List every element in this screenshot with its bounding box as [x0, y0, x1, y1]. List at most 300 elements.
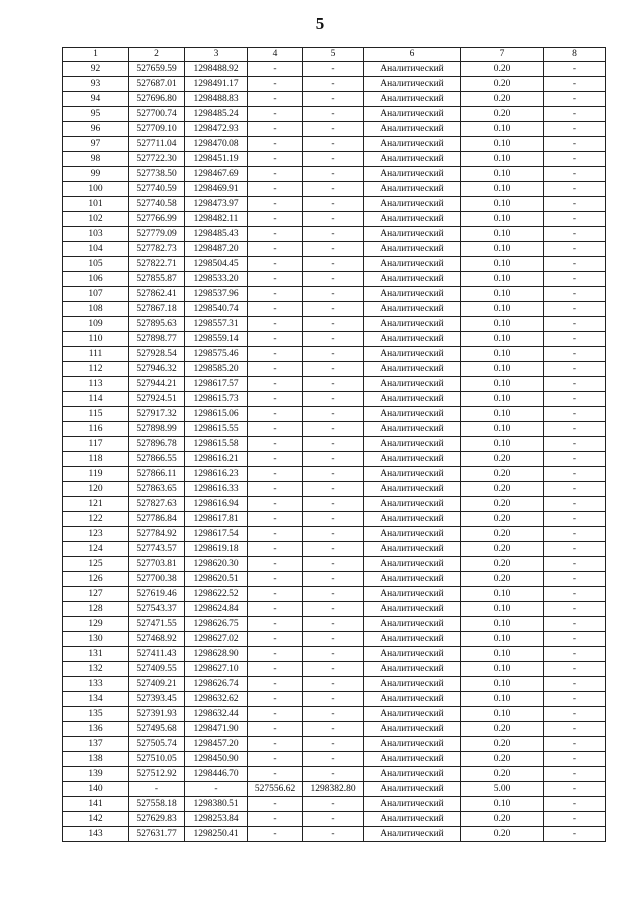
table-cell: Аналитический	[364, 167, 461, 182]
table-cell: 1298487.20	[185, 242, 248, 257]
table-row	[63, 137, 606, 152]
table-cell: 527895.63	[129, 317, 185, 332]
table-cell: 130	[63, 632, 129, 647]
table-cell: -	[248, 122, 303, 137]
table-cell: Аналитический	[364, 212, 461, 227]
table-cell: Аналитический	[364, 587, 461, 602]
table-cell: 527782.73	[129, 242, 185, 257]
table-cell: 1298559.14	[185, 332, 248, 347]
table-cell: 527779.09	[129, 227, 185, 242]
table-cell: -	[544, 827, 606, 842]
table-cell: 118	[63, 452, 129, 467]
table-cell: 1298470.08	[185, 137, 248, 152]
table-row	[63, 722, 606, 737]
table-cell: Аналитический	[364, 482, 461, 497]
table-cell: 1298619.18	[185, 542, 248, 557]
table-cell: 1298540.74	[185, 302, 248, 317]
table-cell: 127	[63, 587, 129, 602]
table-cell: 0.10	[461, 587, 544, 602]
table-cell: 527629.83	[129, 812, 185, 827]
table-cell: 1298627.10	[185, 662, 248, 677]
table-cell: 132	[63, 662, 129, 677]
table-cell: Аналитический	[364, 692, 461, 707]
table-cell: 134	[63, 692, 129, 707]
table-cell: -	[303, 722, 364, 737]
table-cell: Аналитический	[364, 602, 461, 617]
table-cell: 1298488.83	[185, 92, 248, 107]
table-cell: Аналитический	[364, 122, 461, 137]
table-cell: 1298382.80	[303, 782, 364, 797]
table-cell: -	[303, 77, 364, 92]
table-cell: -	[248, 332, 303, 347]
table-row	[63, 737, 606, 752]
coordinates-table	[62, 47, 606, 842]
table-cell: 133	[63, 677, 129, 692]
table-cell: 527471.55	[129, 617, 185, 632]
table-cell: -	[303, 572, 364, 587]
table-cell: -	[544, 302, 606, 317]
table-cell: 1298620.51	[185, 572, 248, 587]
table-cell: -	[303, 122, 364, 137]
table-cell: -	[303, 482, 364, 497]
table-cell: 1298617.57	[185, 377, 248, 392]
table-cell: -	[303, 752, 364, 767]
table-cell: -	[248, 197, 303, 212]
table-cell: Аналитический	[364, 497, 461, 512]
table-cell: -	[248, 752, 303, 767]
table-cell: 0.10	[461, 632, 544, 647]
table-cell: -	[303, 422, 364, 437]
table-cell: -	[544, 377, 606, 392]
table-cell: -	[303, 617, 364, 632]
table-cell: -	[303, 632, 364, 647]
table-cell: Аналитический	[364, 377, 461, 392]
table-cell: 109	[63, 317, 129, 332]
table-cell: 100	[63, 182, 129, 197]
table-cell: Аналитический	[364, 647, 461, 662]
table-row	[63, 107, 606, 122]
table-cell: 527862.41	[129, 287, 185, 302]
table-cell: 527631.77	[129, 827, 185, 842]
table-cell: -	[544, 782, 606, 797]
table-cell: 527510.05	[129, 752, 185, 767]
table-row	[63, 212, 606, 227]
table-cell: 0.10	[461, 227, 544, 242]
table-cell: Аналитический	[364, 107, 461, 122]
table-cell: -	[303, 392, 364, 407]
table-cell: 527700.74	[129, 107, 185, 122]
header-row	[63, 48, 606, 62]
table-cell: -	[544, 122, 606, 137]
table-cell: 527898.99	[129, 422, 185, 437]
table-cell: 0.10	[461, 617, 544, 632]
table-cell: 0.20	[461, 737, 544, 752]
table-cell: 0.10	[461, 362, 544, 377]
table-cell: -	[544, 677, 606, 692]
table-row	[63, 347, 606, 362]
table-cell: 0.20	[461, 557, 544, 572]
table-cell: 1298615.73	[185, 392, 248, 407]
table-cell: 527917.32	[129, 407, 185, 422]
table-cell: 136	[63, 722, 129, 737]
table-cell: 1298615.06	[185, 407, 248, 422]
table-cell: 1298485.43	[185, 227, 248, 242]
table-cell: 102	[63, 212, 129, 227]
table-cell: 113	[63, 377, 129, 392]
table-row	[63, 527, 606, 542]
table-cell: -	[303, 332, 364, 347]
table-cell: -	[248, 92, 303, 107]
table-cell: -	[544, 452, 606, 467]
table-cell: 126	[63, 572, 129, 587]
table-cell: 0.20	[461, 812, 544, 827]
table-cell: 527740.59	[129, 182, 185, 197]
table-cell: 527391.93	[129, 707, 185, 722]
table-body	[63, 62, 606, 842]
table-cell: Аналитический	[364, 722, 461, 737]
table-cell: -	[303, 587, 364, 602]
table-cell: -	[248, 347, 303, 362]
table-cell: -	[248, 152, 303, 167]
table-cell: -	[303, 452, 364, 467]
table-cell: 527743.57	[129, 542, 185, 557]
table-cell: 1298616.94	[185, 497, 248, 512]
table-cell: 101	[63, 197, 129, 212]
table-cell: -	[248, 227, 303, 242]
table-cell: Аналитический	[364, 152, 461, 167]
table-cell: -	[544, 332, 606, 347]
table-cell: -	[303, 467, 364, 482]
table-cell: 527711.04	[129, 137, 185, 152]
table-cell: -	[248, 662, 303, 677]
table-cell: -	[544, 92, 606, 107]
table-cell: -	[544, 137, 606, 152]
table-cell: -	[303, 272, 364, 287]
table-cell: -	[303, 167, 364, 182]
table-row	[63, 542, 606, 557]
table-cell: 0.10	[461, 242, 544, 257]
table-cell: 131	[63, 647, 129, 662]
table-cell: Аналитический	[364, 287, 461, 302]
table-cell: 0.20	[461, 452, 544, 467]
table-cell: -	[303, 407, 364, 422]
table-cell: 527558.18	[129, 797, 185, 812]
table-cell: -	[303, 302, 364, 317]
column-header: 3	[185, 48, 248, 62]
table-cell: 116	[63, 422, 129, 437]
table-row	[63, 827, 606, 842]
table-cell: 0.20	[461, 482, 544, 497]
table-cell: 0.10	[461, 167, 544, 182]
table-row	[63, 767, 606, 782]
table-cell: 137	[63, 737, 129, 752]
table-cell: 0.20	[461, 62, 544, 77]
table-cell: 527512.92	[129, 767, 185, 782]
table-row	[63, 152, 606, 167]
table-cell: 1298491.17	[185, 77, 248, 92]
table-cell: 142	[63, 812, 129, 827]
table-cell: Аналитический	[364, 452, 461, 467]
table-cell: 1298620.30	[185, 557, 248, 572]
table-row	[63, 62, 606, 77]
table-cell: 0.10	[461, 707, 544, 722]
table-row	[63, 452, 606, 467]
table-cell: 527722.30	[129, 152, 185, 167]
table-cell: -	[303, 692, 364, 707]
table-cell: Аналитический	[364, 557, 461, 572]
table-cell: -	[303, 362, 364, 377]
table-cell: 1298473.97	[185, 197, 248, 212]
table-cell: 1298253.84	[185, 812, 248, 827]
table-cell: Аналитический	[364, 347, 461, 362]
table-cell: 5.00	[461, 782, 544, 797]
table-cell: -	[248, 107, 303, 122]
table-cell: -	[544, 767, 606, 782]
table-cell: 1298632.44	[185, 707, 248, 722]
table-cell: -	[248, 737, 303, 752]
table-cell: Аналитический	[364, 92, 461, 107]
table-cell: -	[303, 197, 364, 212]
table-cell: -	[248, 692, 303, 707]
table-cell: -	[248, 482, 303, 497]
table-row	[63, 512, 606, 527]
table-row	[63, 437, 606, 452]
table-cell: 0.20	[461, 722, 544, 737]
table-cell: 1298380.51	[185, 797, 248, 812]
table-cell: Аналитический	[364, 407, 461, 422]
table-cell: 0.10	[461, 182, 544, 197]
table-row	[63, 587, 606, 602]
table-cell: -	[544, 197, 606, 212]
table-cell: 1298504.45	[185, 257, 248, 272]
table-cell: 527784.92	[129, 527, 185, 542]
table-cell: 0.10	[461, 662, 544, 677]
column-header: 6	[364, 48, 461, 62]
table-cell: Аналитический	[364, 572, 461, 587]
table-cell: Аналитический	[364, 137, 461, 152]
table-cell: Аналитический	[364, 77, 461, 92]
table-row	[63, 227, 606, 242]
table-cell: 1298250.41	[185, 827, 248, 842]
table-cell: 527740.58	[129, 197, 185, 212]
table-cell: 527505.74	[129, 737, 185, 752]
table-cell: 1298446.70	[185, 767, 248, 782]
column-header: 2	[129, 48, 185, 62]
table-cell: 527738.50	[129, 167, 185, 182]
table-cell: 527709.10	[129, 122, 185, 137]
table-row	[63, 197, 606, 212]
table-cell: -	[544, 632, 606, 647]
table-cell: 527393.45	[129, 692, 185, 707]
table-cell: -	[248, 467, 303, 482]
table-cell: 108	[63, 302, 129, 317]
table-row	[63, 647, 606, 662]
table-cell: 128	[63, 602, 129, 617]
table-cell: 111	[63, 347, 129, 362]
table-cell: 1298622.52	[185, 587, 248, 602]
table-cell: -	[303, 62, 364, 77]
table-cell: 0.20	[461, 827, 544, 842]
table-cell: 0.10	[461, 797, 544, 812]
table-cell: 527863.65	[129, 482, 185, 497]
table-cell: 112	[63, 362, 129, 377]
table-cell: 99	[63, 167, 129, 182]
table-cell: 0.10	[461, 422, 544, 437]
table-cell: -	[248, 437, 303, 452]
table-cell: 0.10	[461, 692, 544, 707]
table-cell: 122	[63, 512, 129, 527]
table-cell: 0.20	[461, 512, 544, 527]
table-cell: 0.10	[461, 647, 544, 662]
table-cell: 0.10	[461, 677, 544, 692]
table-cell: 1298617.81	[185, 512, 248, 527]
table-cell: -	[303, 707, 364, 722]
table-cell: -	[303, 662, 364, 677]
table-cell: Аналитический	[364, 257, 461, 272]
table-cell: -	[303, 377, 364, 392]
table-cell: 141	[63, 797, 129, 812]
table-row	[63, 422, 606, 437]
table-cell: -	[544, 662, 606, 677]
table-row	[63, 482, 606, 497]
table-cell: -	[544, 722, 606, 737]
table-cell: -	[248, 602, 303, 617]
table-cell: -	[303, 647, 364, 662]
table-cell: -	[248, 287, 303, 302]
table-cell: -	[544, 692, 606, 707]
table-cell: -	[303, 512, 364, 527]
table-row	[63, 392, 606, 407]
table-row	[63, 257, 606, 272]
table-cell: 0.20	[461, 572, 544, 587]
table-cell: 93	[63, 77, 129, 92]
table-cell: 138	[63, 752, 129, 767]
table-row	[63, 467, 606, 482]
table-cell: 110	[63, 332, 129, 347]
table-cell: -	[303, 797, 364, 812]
column-header: 1	[63, 48, 129, 62]
table-row	[63, 677, 606, 692]
table-row	[63, 797, 606, 812]
table-cell: Аналитический	[364, 782, 461, 797]
table-cell: 0.10	[461, 602, 544, 617]
column-header: 5	[303, 48, 364, 62]
table-cell: Аналитический	[364, 527, 461, 542]
table-cell: 527866.55	[129, 452, 185, 467]
table-cell: -	[544, 167, 606, 182]
table-cell: Аналитический	[364, 467, 461, 482]
table-cell: 527468.92	[129, 632, 185, 647]
table-cell: -	[185, 782, 248, 797]
table-cell: 0.10	[461, 302, 544, 317]
table-cell: -	[544, 572, 606, 587]
table-cell: -	[303, 557, 364, 572]
table-row	[63, 752, 606, 767]
table-cell: 0.10	[461, 257, 544, 272]
table-cell: -	[303, 812, 364, 827]
table-cell: Аналитический	[364, 197, 461, 212]
table-cell: -	[544, 347, 606, 362]
table-cell: 527409.55	[129, 662, 185, 677]
table-cell: -	[544, 482, 606, 497]
table-row	[63, 692, 606, 707]
table-cell: -	[248, 272, 303, 287]
table-cell: 0.10	[461, 377, 544, 392]
table-row	[63, 497, 606, 512]
table-cell: 527700.38	[129, 572, 185, 587]
table-cell: -	[544, 77, 606, 92]
table-cell: Аналитический	[364, 827, 461, 842]
table-cell: 527556.62	[248, 782, 303, 797]
table-cell: 117	[63, 437, 129, 452]
table-cell: -	[303, 737, 364, 752]
table-row	[63, 617, 606, 632]
table-cell: Аналитический	[364, 272, 461, 287]
table-cell: -	[544, 437, 606, 452]
table-cell: 527928.54	[129, 347, 185, 362]
table-cell: -	[248, 617, 303, 632]
table-cell: 0.10	[461, 332, 544, 347]
table-cell: -	[248, 422, 303, 437]
table-cell: -	[248, 647, 303, 662]
table-cell: 0.20	[461, 467, 544, 482]
table-cell: -	[248, 302, 303, 317]
table-row	[63, 77, 606, 92]
table-cell: -	[544, 707, 606, 722]
table-cell: 0.20	[461, 752, 544, 767]
table-cell: 1298615.58	[185, 437, 248, 452]
table-cell: 527687.01	[129, 77, 185, 92]
table-row	[63, 812, 606, 827]
table-cell: 527696.80	[129, 92, 185, 107]
table-cell: -	[544, 287, 606, 302]
table-cell: Аналитический	[364, 62, 461, 77]
table-cell: -	[303, 152, 364, 167]
table-cell: 1298485.24	[185, 107, 248, 122]
table-cell: 98	[63, 152, 129, 167]
table-cell: 527659.59	[129, 62, 185, 77]
table-cell: 1298626.74	[185, 677, 248, 692]
table-cell: -	[544, 512, 606, 527]
table-cell: 106	[63, 272, 129, 287]
table-cell: Аналитический	[364, 302, 461, 317]
table-cell: -	[544, 737, 606, 752]
table-row	[63, 287, 606, 302]
table-cell: 0.10	[461, 122, 544, 137]
table-cell: 1298469.91	[185, 182, 248, 197]
table-cell: 527944.21	[129, 377, 185, 392]
table-cell: 527703.81	[129, 557, 185, 572]
table-cell: -	[129, 782, 185, 797]
table-cell: 1298450.90	[185, 752, 248, 767]
table-cell: -	[544, 242, 606, 257]
table-cell: 0.20	[461, 107, 544, 122]
table-cell: Аналитический	[364, 182, 461, 197]
table-cell: 527896.78	[129, 437, 185, 452]
table-cell: -	[248, 137, 303, 152]
table-cell: -	[303, 242, 364, 257]
table-cell: 527411.43	[129, 647, 185, 662]
table-cell: Аналитический	[364, 632, 461, 647]
table-cell: -	[544, 62, 606, 77]
table-cell: Аналитический	[364, 737, 461, 752]
table-cell: -	[248, 722, 303, 737]
table-row	[63, 317, 606, 332]
table-cell: 1298626.75	[185, 617, 248, 632]
table-cell: 124	[63, 542, 129, 557]
table-cell: 527766.99	[129, 212, 185, 227]
table-cell: 0.10	[461, 137, 544, 152]
